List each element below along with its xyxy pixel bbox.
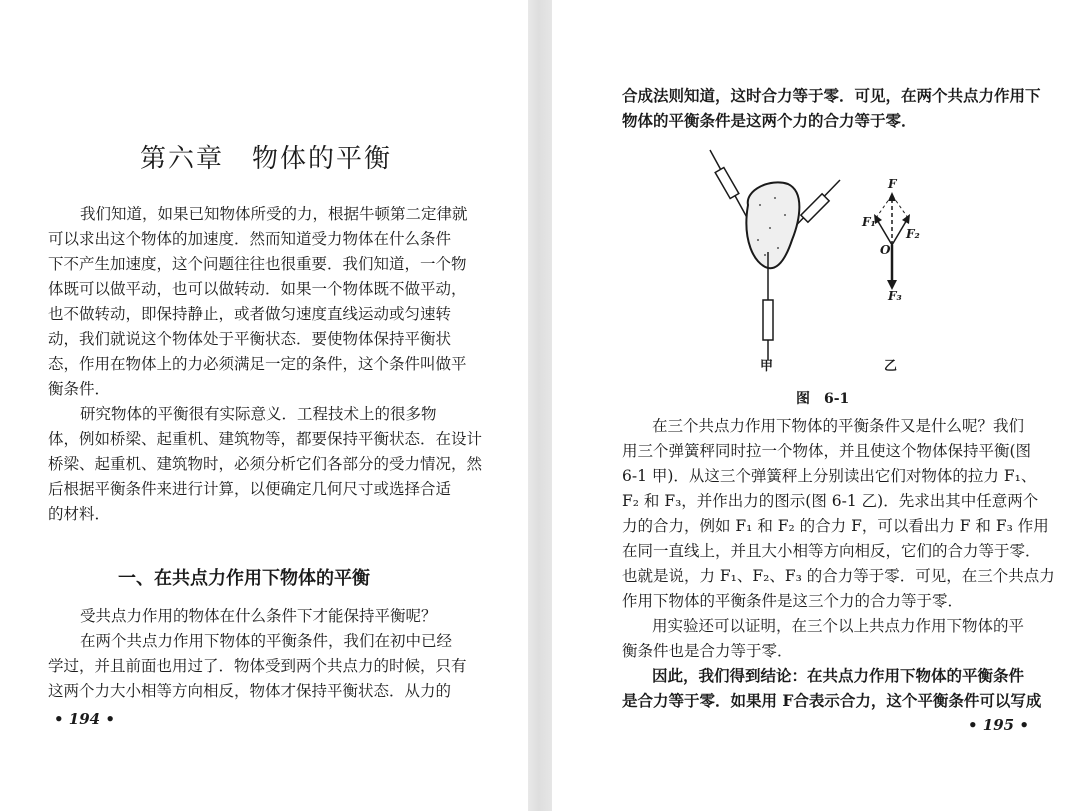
text-line: 学过，并且前面也用过了．物体受到两个共点力的时候，只有 [48,657,467,675]
figure-label-jia: 甲 [760,359,774,374]
text-line: 6-1 甲)．从这三个弹簧秤上分别读出它们对物体的拉力 F₁、 [622,467,1037,485]
text-line: 是合力等于零．如果用 F合表示合力，这个平衡条件可以写成 [622,691,1042,710]
text-line: 作用下物体的平衡条件是这三个力的合力等于零． [622,592,964,610]
text-line: 用实验还可以证明，在三个以上共点力作用下物体的平 [652,617,1025,635]
text-line: 在两个共点力作用下物体的平衡条件，我们在初中已经 [80,632,453,650]
text-line: 在三个共点力作用下物体的平衡条件又是什么呢？我们 [652,417,1025,435]
text-line: 也不做转动，即保持静止，或者做匀速度直线运动或匀速转 [48,305,452,323]
chapter-title: 第六章 物体的平衡 [140,144,393,174]
text-line: 在同一直线上，并且大小相等方向相反，它们的合力等于零． [622,542,1041,560]
text-line: 衡条件也是合力等于零． [622,642,793,660]
text-line: 物体的平衡条件是这两个力的合力等于零． [622,111,917,130]
force-label-f: F [888,177,897,191]
force-label-f3: F₃ [888,289,902,303]
text-line: 桥梁、起重机、建筑物时，必须分析它们各部分的受力情况，然 [48,455,483,473]
text-line: 体既可以做平动，也可以做转动．如果一个物体既不做平动， [48,280,467,298]
text-line: F₂ 和 F₃，并作出力的图示(图 6-1 乙)．先求出其中任意两个 [622,492,1039,510]
page-number: • 195 • [968,716,1029,734]
page-number: • 194 • [54,710,115,728]
text-line: 体，例如桥梁、起重机、建筑物等，都要保持平衡状态．在设计 [48,430,483,448]
text-line: 这两个力大小相等方向相反，物体才保持平衡状态．从力的 [48,682,452,700]
text-line: 我们知道，如果已知物体所受的力，根据牛顿第二定律就 [80,205,468,223]
text-line: 可以求出这个物体的加速度．然而知道受力物体在什么条件 [48,230,452,248]
stone-shape [746,182,799,268]
text-line: 态，作用在物体上的力必须满足一定的条件，这个条件叫做平 [48,355,467,373]
figure-force-diagram [861,177,920,374]
text-line: 力的合力，例如 F₁ 和 F₂ 的合力 F，可以看出力 F 和 F₃ 作用 [622,517,1049,535]
text-line: 受共点力作用的物体在什么条件下才能保持平衡呢？ [80,607,437,625]
text-line: 后根据平衡条件来进行计算，以便确定几何尺寸或选择合适 [48,480,452,498]
text-line: 也就是说，力 F₁、F₂、F₃ 的合力等于零．可见，在三个共点力 [622,567,1055,585]
force-label-f2: F₂ [906,227,920,241]
section-title: 一、在共点力作用下物体的平衡 [118,568,370,589]
text-line: 研究物体的平衡很有实际意义．工程技术上的很多物 [80,405,437,423]
text-line: 因此，我们得到结论：在共点力作用下物体的平衡条件 [652,666,1025,685]
text-line: 下不产生加速度，这个问题往往也很重要．我们知道，一个物 [48,255,467,273]
force-label-o: O [880,243,891,257]
figure-stone-diagram [710,150,840,374]
figure-label-yi: 乙 [884,359,898,374]
text-line: 动，我们就说这个物体处于平衡状态．要使物体保持平衡状 [48,330,452,348]
text-line: 的材料． [48,505,111,523]
force-label-f1: F₁ [862,215,876,229]
text-line: 用三个弹簧秤同时拉一个物体，并且使这个物体保持平衡(图 [622,442,1032,460]
text-line: 衡条件． [48,380,111,398]
figure-caption: 图 6-1 [796,391,850,407]
text-line: 合成法则知道，这时合力等于零．可见，在两个共点力作用下 [622,86,1041,105]
